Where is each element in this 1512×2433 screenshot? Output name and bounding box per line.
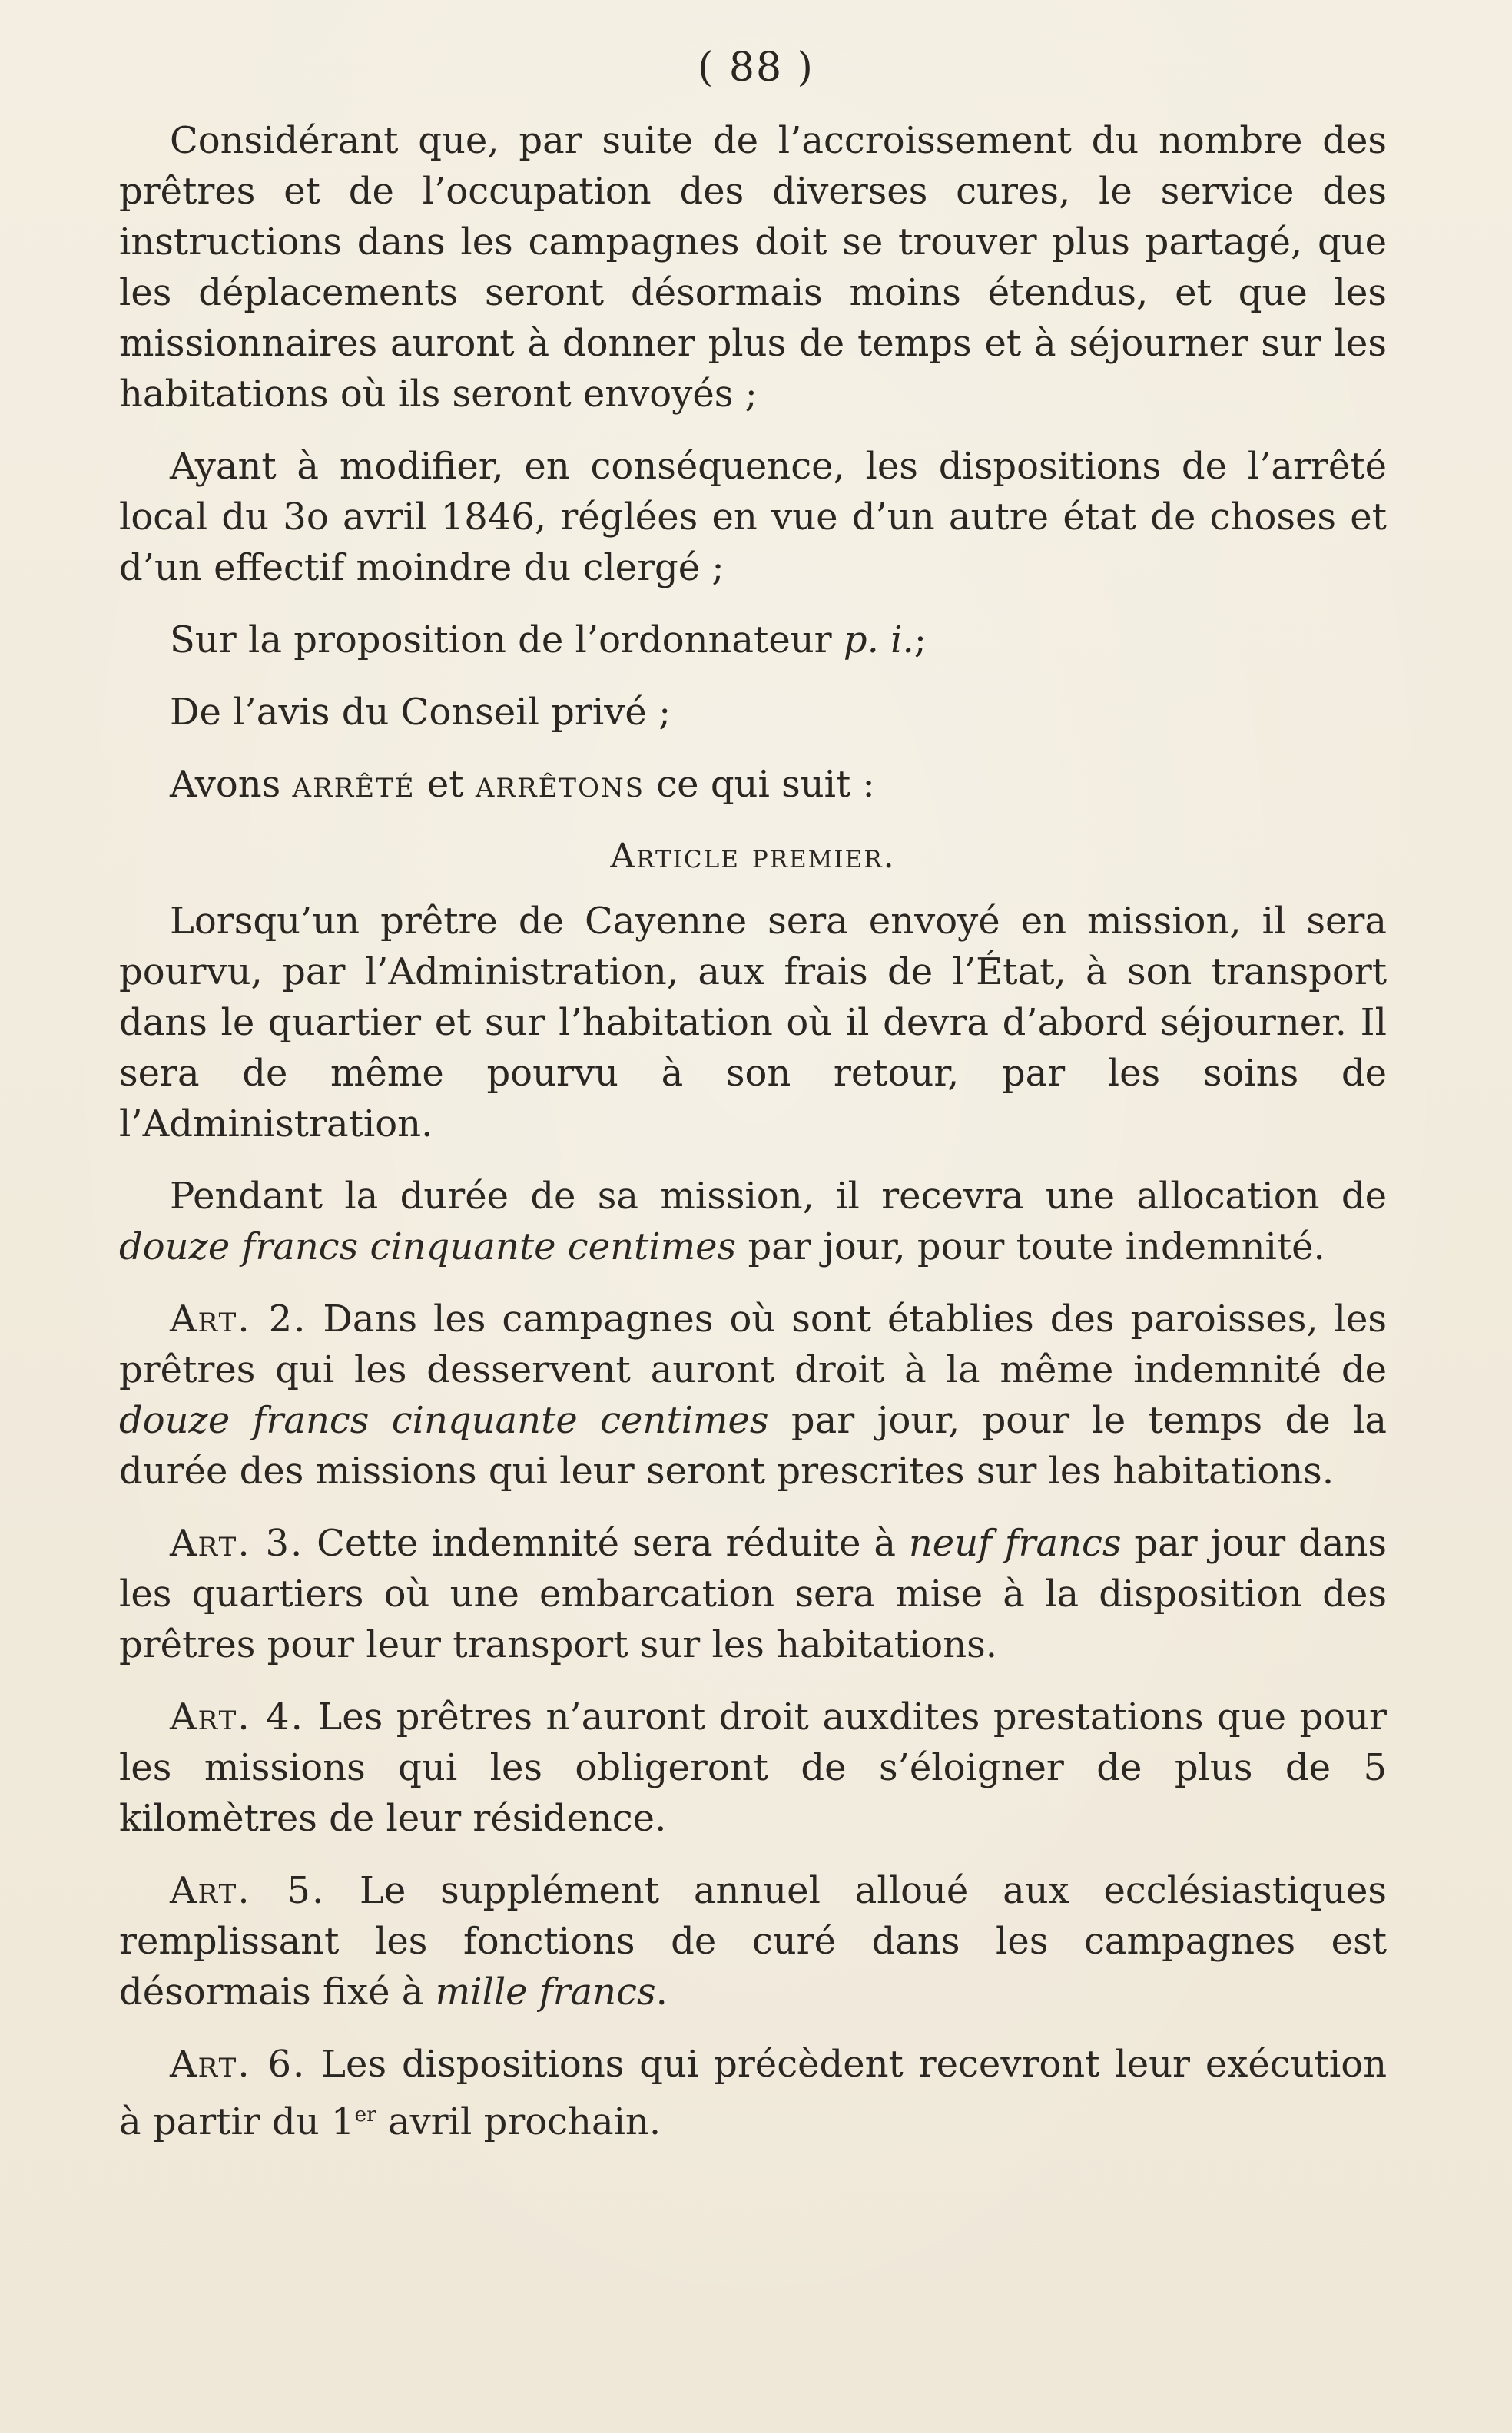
article-2-label: Art. 2. [170,1298,307,1341]
article-3-label: Art. 3. [170,1522,304,1565]
article-5: Art. 5. Le supplément annuel alloué aux ecclésiastiques remplissant les fonctions de curé dans les campagnes est désormais fixé à mille francs. [119,1869,1388,2014]
article-6: Art. 6. Les dispositions qui précèdent recevront leur exécution à partir du 1er avril prochain. [119,2043,1388,2143]
paragraph-avis: De l’avis du Conseil privé ; [170,691,671,734]
article-3: Art. 3. Cette indemnité sera réduite à neuf francs par jour dans les quartiers où une embarcation sera mise à la disposition des prêtres pour leur transport sur les habitations. [119,1522,1388,1666]
paragraph-proposition: Sur la proposition de l’ordonnateur p. i.; [170,618,927,661]
paragraph-avons: Avons arrêté et arrêtons ce qui suit : [170,763,875,806]
article-4: Art. 4. Les prêtres n’auront droit auxdites prestations que pour les missions qui les obligeront de s’éloigner de plus de 5 kilomètres de leur résidence. [119,1695,1388,1840]
page-number: ( 88 ) [698,45,814,91]
article1-paragraph-1: Lorsqu’un prêtre de Cayenne sera envoyé en mission, il sera pourvu, par l’Administration, aux frais de l’État, à son transport dans le quartier et sur l’habitation où il devra d’abord séjourner. Il sera de même pourvu à son retour, par les soins de l’Administration. [119,900,1387,1145]
document-body [119,115,1387,2169]
article-4-label: Art. 4. [170,1695,304,1739]
article-heading: Article premier. [610,837,896,876]
article-6-label: Art. 6. [170,2043,307,2086]
paragraph-ayant: Ayant à modifier, en conséquence, les dispositions de l’arrêté local du 3o avril 1846, réglées en vue d’un autre état de choses et d’un effectif moindre du clergé ; [119,445,1387,589]
article-2: Art. 2. Dans les campagnes où sont établies des paroisses, les prêtres qui les desservent auront droit à la même indemnité de douze francs cinquante centimes par jour, pour le temps de la durée des missions qui leur seront prescrites sur les habitations. [119,1298,1388,1493]
article-5-label: Art. 5. [170,1869,326,1912]
article1-paragraph-2: Pendant la durée de sa mission, il recevra une allocation de douze francs cinquante centimes par jour, pour toute indemnité. [119,1175,1387,1268]
paragraph-considerant: Considérant que, par suite de l’accroissement du nombre des prêtres et de l’occupation des diverses cures, le service des instructions dans les campagnes doit se trouver plus partagé, que les déplacements seront désormais moins étendus, et que les missionnaires auront à donner plus de temps et à séjourner sur les habitations où ils seront envoyés ; [119,119,1387,416]
